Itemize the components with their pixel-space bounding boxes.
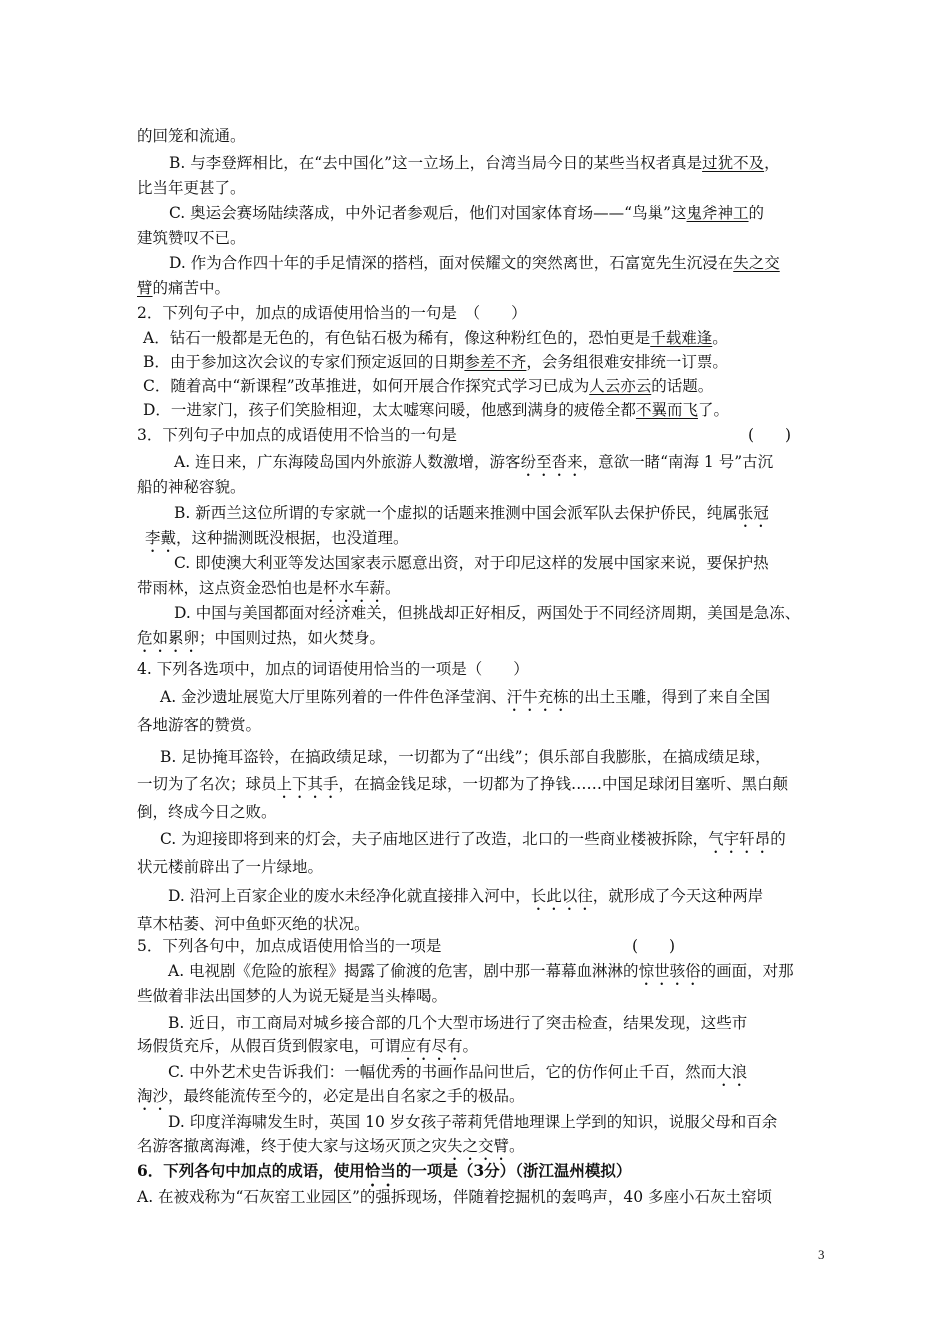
text: 。 <box>509 1137 525 1155</box>
text: 6．下列各句中加点的成语，使用 <box>137 1161 365 1180</box>
option-a <box>168 961 794 989</box>
idiom: 人云亦云 <box>589 377 652 395</box>
text: A. 在被戏称为“石灰窑工业园区”的强拆现场，伴随着挖掘机的轰鸣声，40 多座小石灰土窑顷 <box>137 1188 773 1206</box>
text: 的回笼和流通。 <box>137 127 246 145</box>
text-line <box>137 178 246 198</box>
text: ，在搞金钱足球，一切都为了挣钱……中国足球闭目塞听、黑白颠 <box>338 775 789 793</box>
answer-bracket <box>632 936 675 956</box>
text: 带雨林，这点资金恐怕也是 <box>137 579 324 597</box>
text: C．随着高中“新课程”改革推进，如何开展合作探究式学习已成为 <box>143 377 590 395</box>
idiom: 杯水车薪 <box>323 579 386 597</box>
idiom: 惊世骇俗 <box>638 962 701 980</box>
text: B. 足协掩耳盗铃，在搞政绩足球，一切都为了“出线”；俱乐部自我膨胀，在搞成绩足球， <box>160 748 771 766</box>
emphasis: 恰当 <box>364 1161 396 1180</box>
text: 草木枯萎、河中鱼虾灭绝的状况。 <box>137 915 370 933</box>
text: ( ) <box>632 937 676 955</box>
text-line <box>137 857 323 877</box>
option-c <box>174 553 769 573</box>
text: A．钻石一般都是无色的，有色钻石极为稀有，像这种粉红色的，恐怕更是 <box>143 329 651 347</box>
idiom: 失之交臂 <box>447 1137 510 1155</box>
idiom: 纷至沓来 <box>520 453 583 471</box>
option-a <box>174 452 773 480</box>
text: A. 电视剧《危险的旅程》揭露了偷渡的危害，剧中那一幕幕血淋淋的 <box>168 962 639 980</box>
text: 倒，终成今日之败。 <box>137 803 277 821</box>
text: 比当年更甚了。 <box>137 179 246 197</box>
text-line <box>137 278 230 298</box>
idiom: 张冠 <box>737 504 769 522</box>
text: B．由于参加这次会议的专家们预定返回的日期 <box>143 353 465 371</box>
text: ，这种揣测既没根据，也没道理。 <box>176 529 409 547</box>
idiom: 长此以往 <box>530 887 593 905</box>
question-4 <box>137 659 529 679</box>
text: ，就形成了今天这种两岸 <box>592 887 764 905</box>
text: 船的神秘容貌。 <box>137 478 246 496</box>
idiom: 上下其手 <box>276 775 339 793</box>
idiom: 参差不齐 <box>464 353 527 371</box>
page-number: 3 <box>818 1247 825 1262</box>
option-b <box>174 503 769 531</box>
text-line <box>145 528 409 556</box>
text: 的痛苦中。 <box>152 279 231 297</box>
text-line <box>137 802 277 822</box>
text: 的 <box>770 830 786 848</box>
answer-bracket <box>748 425 791 445</box>
text: ；中国则过热，如火焚身。 <box>199 629 386 647</box>
text: ，会务组很难安排统一订票。 <box>526 353 728 371</box>
idiom: 李戴 <box>145 529 177 547</box>
text-line <box>137 914 370 934</box>
text-line <box>137 774 788 802</box>
text: 场假货充斥，从假百货到假家电，可谓 <box>137 1037 401 1055</box>
text-line <box>137 126 246 146</box>
question-2 <box>137 303 527 323</box>
text: ，最终能流传至今的，必定是出自名家之手的极品。 <box>168 1087 525 1105</box>
text: 的话题。 <box>651 377 714 395</box>
text: 。 <box>712 329 728 347</box>
text: D. 中国与美国都面对经济难关，但挑战却正好相反，两国处于不同经济周期，美国是急冻、 <box>174 604 801 622</box>
text: A. 连日来，广东海陵岛国内外旅游人数激增，游客 <box>174 453 521 471</box>
text: D. 沿河上百家企业的废水未经净化就直接排入河中， <box>168 887 531 905</box>
idiom: 千载难逢 <box>650 329 713 347</box>
text-line <box>137 1086 525 1114</box>
text: 5．下列各句中，加点成语使用恰当的一项是 <box>137 937 442 955</box>
idiom: 汗牛充栋 <box>506 688 569 706</box>
text: 状元楼前辟出了一片绿地。 <box>137 858 324 876</box>
option-a <box>137 1187 772 1207</box>
option-b <box>143 352 728 372</box>
text: C. 为迎接即将到来的灯会，夫子庙地区进行了改造，北口的一些商业楼被拆除， <box>160 830 709 848</box>
idiom: 大浪 <box>716 1063 748 1081</box>
option-d <box>143 400 729 420</box>
text: ，意欲一睹“南海 1 号”古沉 <box>582 453 774 471</box>
text: 了。 <box>697 401 729 419</box>
text: 些做着非法出国梦的人为说无疑是当头棒喝。 <box>137 987 448 1005</box>
text-line <box>137 578 401 606</box>
text: B. 新西兰这位所谓的专家就一个虚拟的话题来推测中国会派军队去保护侨民，纯属 <box>174 504 738 522</box>
question-3 <box>137 425 457 445</box>
text: D．一进家门，孩子们笑脸相迎，太太嘘寒问暖，他感到满身的疲倦全都 <box>143 401 636 419</box>
text: 名游客撤离海滩，终于使大家与这场灭顶之灾 <box>137 1137 448 1155</box>
text: B. 近日，市工商局对城乡接合部的几个大型市场进行了突击检查，结果发现，这些市 <box>168 1014 748 1032</box>
idiom: 气宇轩昂 <box>708 830 771 848</box>
text-line <box>137 477 246 497</box>
option-b <box>160 747 771 767</box>
text: 。 <box>462 1037 479 1055</box>
text: 一切为了名次；球员 <box>137 775 277 793</box>
text: 的画面，对那 <box>700 962 794 980</box>
text: 的一项是（3分）（浙江温州模拟） <box>395 1161 632 1180</box>
option-b <box>168 1013 747 1033</box>
question-6 <box>137 1161 631 1190</box>
text: 2．下列句子中，加点的成语使用恰当的一句是 （ ） <box>137 304 527 322</box>
text: B. 与李登辉相比，在“去中国化”这一立场上，台湾当局今日的某些当权者真是 <box>169 154 703 172</box>
text: C. 中外艺术史告诉我们：一幅优秀的书画作品问世后，它的仿作何止千百，然而 <box>168 1063 717 1081</box>
question-5 <box>137 936 441 956</box>
option-d <box>168 886 763 914</box>
idiom: 淘沙 <box>137 1087 169 1105</box>
option-d <box>174 603 800 623</box>
text: 的出土玉雕，得到了来自全国 <box>568 688 771 706</box>
text: D. 印度洋海啸发生时，英国 10 岁女孩子蒂莉凭借地理课上学到的知识，说服父母和百余 <box>168 1113 778 1131</box>
option-d <box>168 1112 777 1132</box>
text-line <box>169 153 780 173</box>
option-a <box>160 687 770 715</box>
option-c <box>160 829 786 857</box>
option-a <box>143 328 728 348</box>
text-line <box>137 228 246 248</box>
text-line <box>169 253 780 273</box>
idiom: 危如累卵 <box>137 629 200 647</box>
option-c <box>143 376 713 396</box>
idiom: 失之交 <box>733 254 780 272</box>
text-line <box>137 628 385 656</box>
text-line <box>137 715 261 735</box>
text-line <box>137 986 447 1006</box>
text: 建筑赞叹不已。 <box>137 229 246 247</box>
text: 的 <box>748 204 765 222</box>
idiom: 鬼斧神工 <box>686 204 749 222</box>
text: A. 金沙遗址展览大厅里陈列着的一件件色泽莹润、 <box>160 688 507 706</box>
text: C. 即使澳大利亚等发达国家表示愿意出资，对于印尼这样的发展中国家来说，要保护热 <box>174 554 769 572</box>
text: 各地游客的赞赏。 <box>137 716 262 734</box>
text: C. 奥运会赛场陆续落成，中外记者参观后，他们对国家体育场——“鸟巢”这 <box>169 204 687 222</box>
text-line <box>137 1036 478 1064</box>
idiom: 应有尽有 <box>400 1037 463 1055</box>
text-line <box>169 203 764 223</box>
text: ( ) <box>748 426 792 444</box>
text: ， <box>764 154 780 172</box>
text: D. 作为合作四十年的手足情深的搭档，面对侯耀文的突然离世，石富宽先生沉浸在 <box>169 254 734 272</box>
idiom: 臂 <box>137 279 153 297</box>
text-line <box>137 1136 525 1164</box>
text: 4. 下列各选项中，加点的词语使用恰当的一项是（ ） <box>137 660 529 678</box>
text: 。 <box>385 579 401 597</box>
idiom: 不翼而飞 <box>635 401 698 419</box>
idiom: 过犹不及 <box>702 154 765 172</box>
text: 3．下列句子中加点的成语使用不恰当的一句是 <box>137 426 457 444</box>
